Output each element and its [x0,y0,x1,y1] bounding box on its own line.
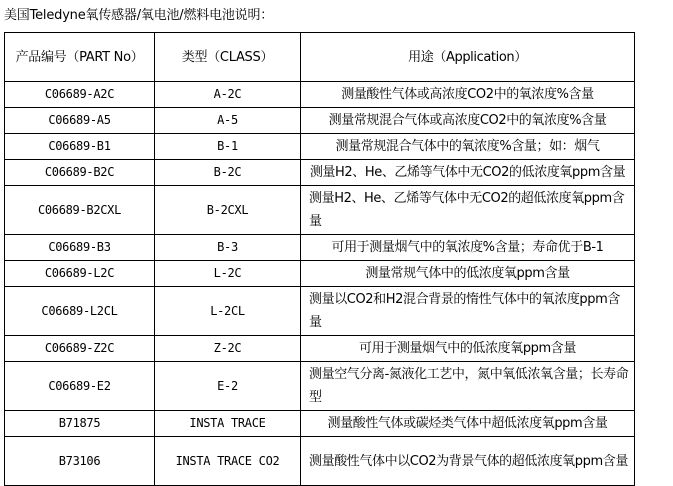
part-number-cell: B73106 [5,437,155,486]
oxygen-sensor-table [4,32,635,486]
application-cell: 测量常规气体中的低浓度氧ppm含量 [301,261,635,287]
application-cell: 测量酸性气体中以CO2为背景气体的超低浓度氧ppm含量 [301,437,635,486]
application-cell: 测量H2、He、乙烯等气体中无CO2的低浓度氧ppm含量 [301,160,635,186]
class-cell: B-2CXL [155,186,301,235]
part-number-cell: C06689-A5 [5,108,155,134]
part-number-cell: C06689-B1 [5,134,155,160]
application-cell: 测量空气分离-氮液化工艺中，氮中氧低浓氧含量；长寿命型 [301,362,635,411]
table-row [5,235,635,261]
part-number-cell: C06689-B2C [5,160,155,186]
class-cell: B-3 [155,235,301,261]
class-cell: B-2C [155,160,301,186]
application-cell: 测量酸性气体或碳烃类气体中超低浓度氧ppm含量 [301,411,635,437]
table-row [5,362,635,411]
table-row [5,186,635,235]
part-number-cell: B71875 [5,411,155,437]
table-row [5,108,635,134]
table-row [5,82,635,108]
table-row [5,160,635,186]
part-number-cell: C06689-B3 [5,235,155,261]
table-row [5,287,635,336]
header-part-no: 产品编号（PART No） [5,33,155,82]
table-row [5,261,635,287]
table-header-row [5,33,635,82]
application-cell: 测量酸性气体或高浓度CO2中的氧浓度%含量 [301,82,635,108]
application-cell: 可用于测量烟气中的低浓度氧ppm含量 [301,336,635,362]
application-cell: 可用于测量烟气中的氧浓度%含量；寿命优于B-1 [301,235,635,261]
header-class: 类型（CLASS） [155,33,301,82]
class-cell: B-1 [155,134,301,160]
part-number-cell: C06689-B2CXL [5,186,155,235]
class-cell: E-2 [155,362,301,411]
class-cell: A-5 [155,108,301,134]
application-cell: 测量常规混合气体中的氧浓度%含量；如：烟气 [301,134,635,160]
class-cell: INSTA TRACE CO2 [155,437,301,486]
page-title: 美国Teledyne氧传感器/氧电池/燃料电池说明： [4,8,274,23]
table-row [5,411,635,437]
part-number-cell: C06689-E2 [5,362,155,411]
part-number-cell: C06689-L2C [5,261,155,287]
part-number-cell: C06689-L2CL [5,287,155,336]
application-cell: 测量常规混合气体或高浓度CO2中的氧浓度%含量 [301,108,635,134]
part-number-cell: C06689-A2C [5,82,155,108]
class-cell: INSTA TRACE [155,411,301,437]
table-row [5,437,635,486]
application-cell: 测量以CO2和H2混合背景的惰性气体中的氧浓度ppm含量 [301,287,635,336]
class-cell: L-2C [155,261,301,287]
class-cell: Z-2C [155,336,301,362]
table-row [5,336,635,362]
class-cell: A-2C [155,82,301,108]
table-row [5,134,635,160]
application-cell: 测量H2、He、乙烯等气体中无CO2的超低浓度氧ppm含量 [301,186,635,235]
part-number-cell: C06689-Z2C [5,336,155,362]
header-application: 用途（Application） [301,33,635,82]
class-cell: L-2CL [155,287,301,336]
